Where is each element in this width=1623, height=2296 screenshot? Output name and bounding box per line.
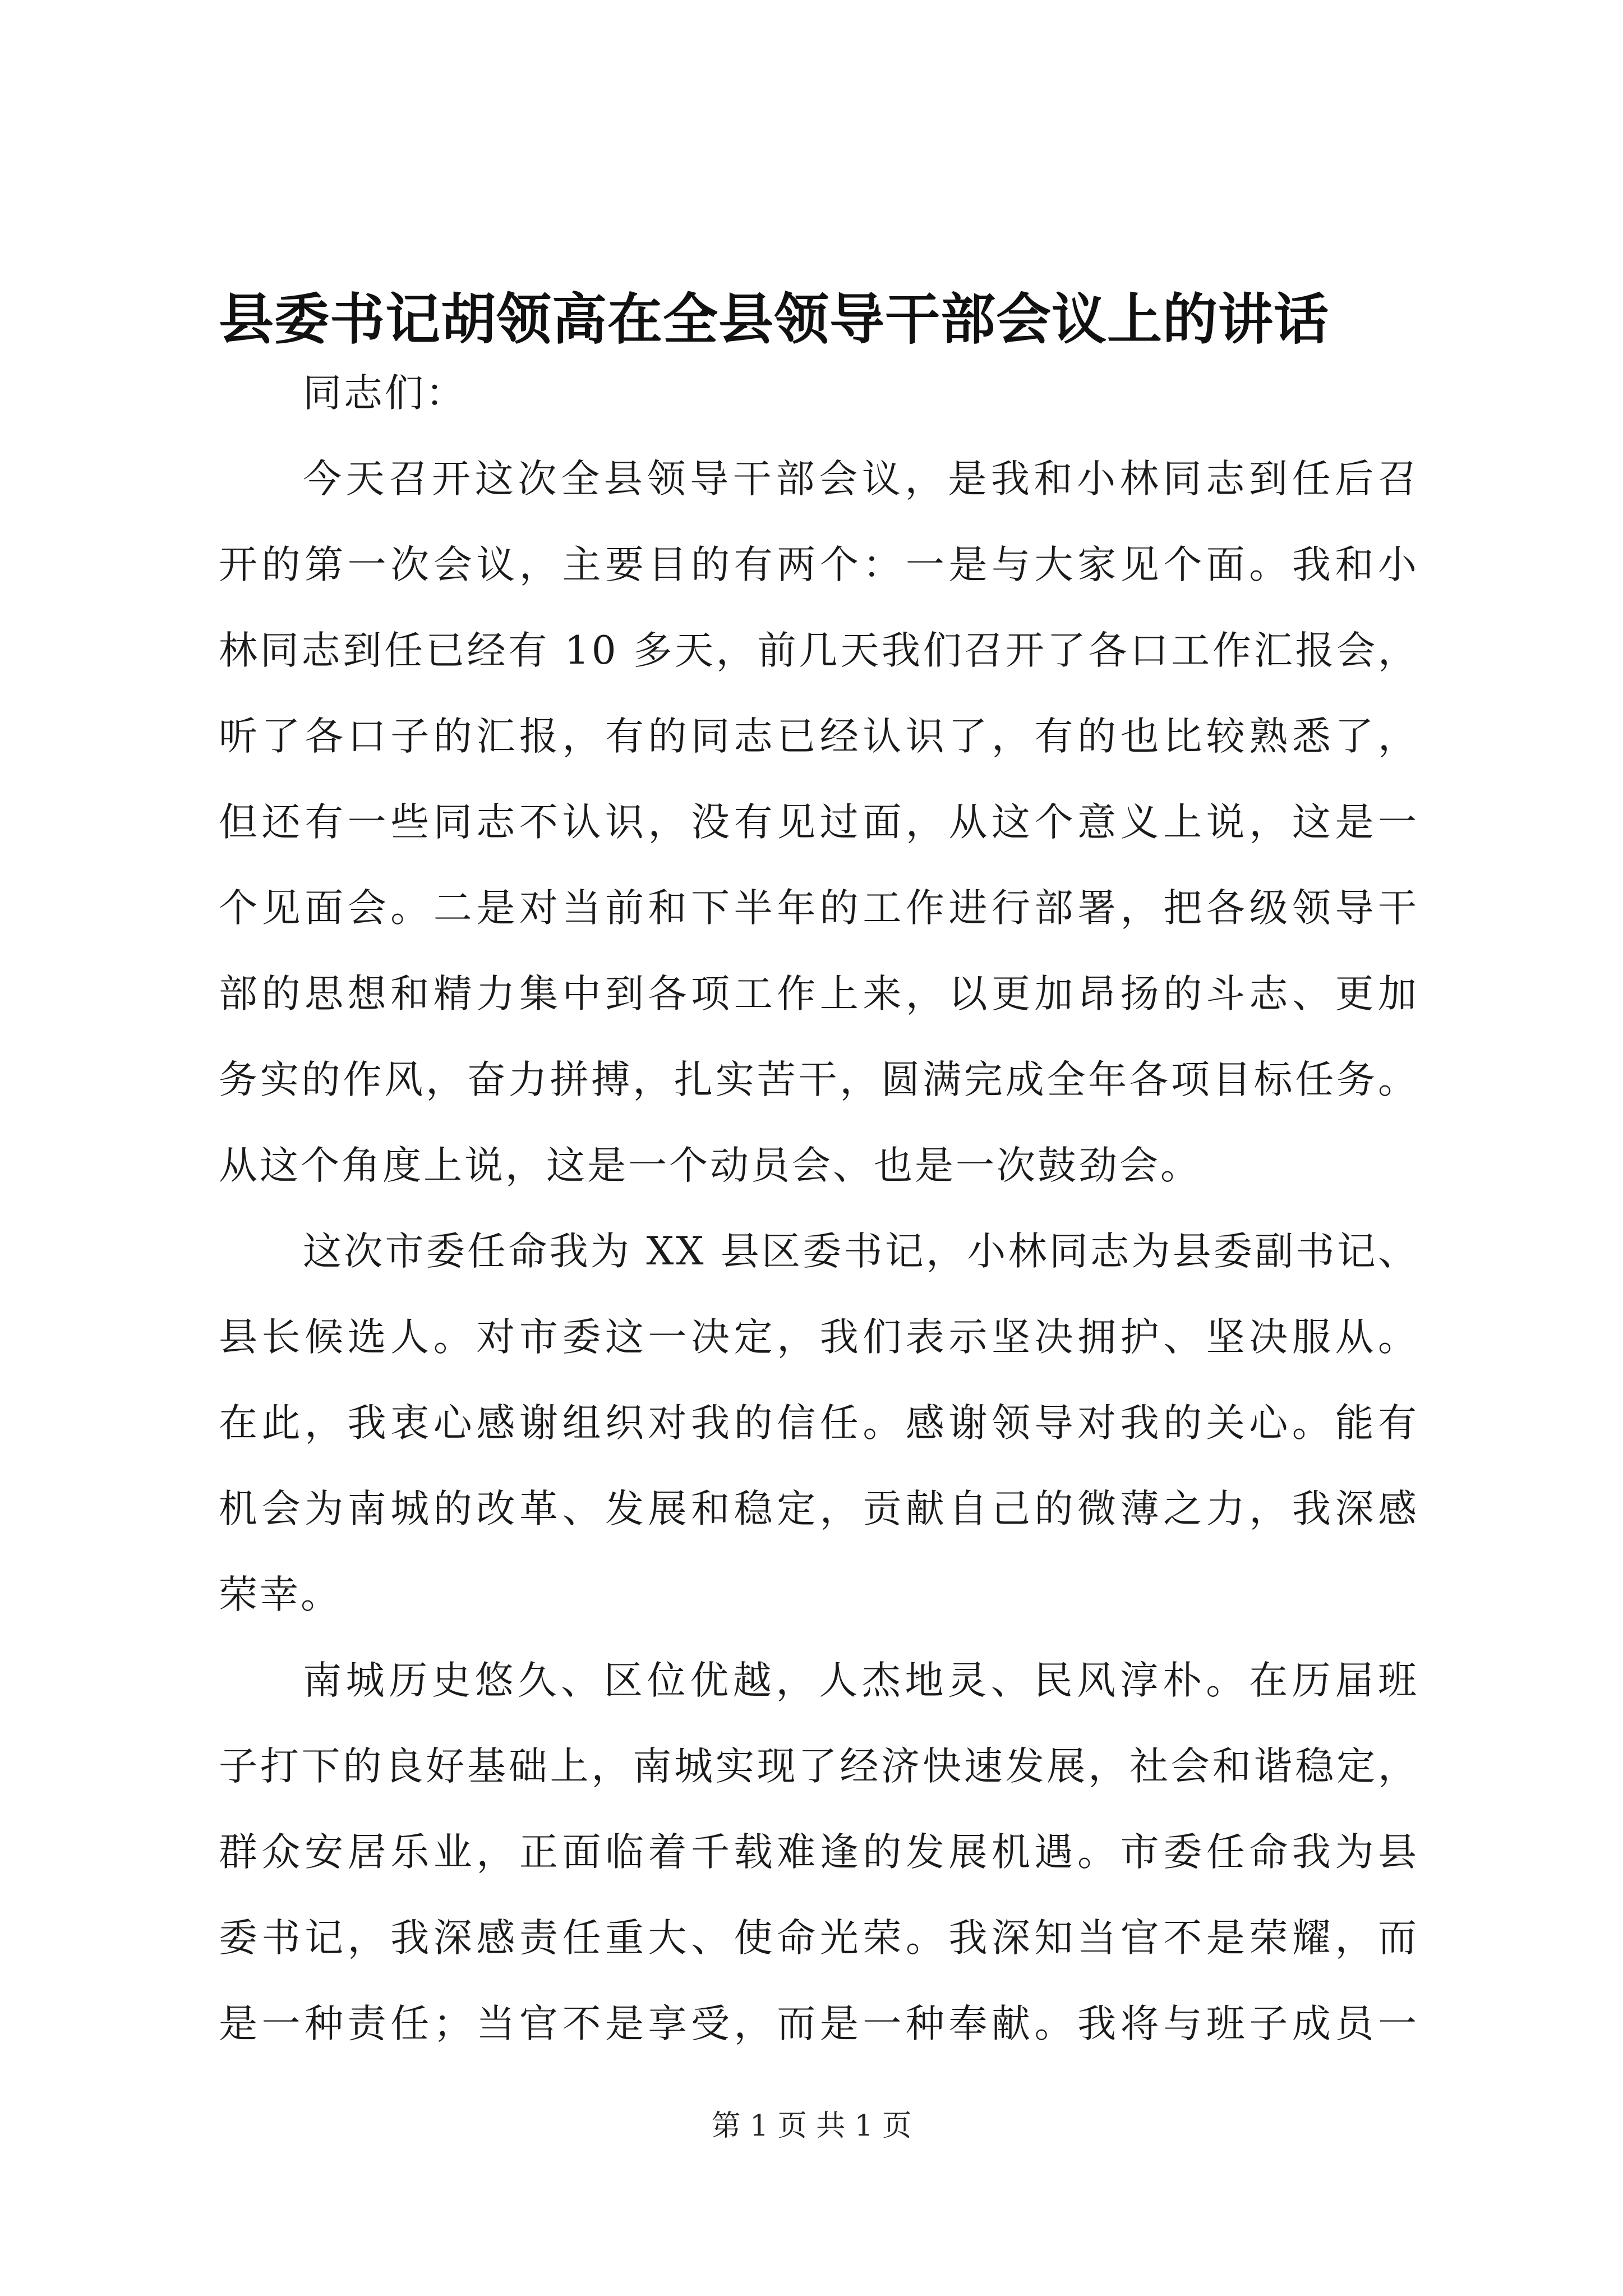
body-line: 荣幸。 (219, 1572, 342, 1617)
body-line: 是一种责任；当官不是享受，而是一种奉献。我将与班子成员一 (219, 2001, 1419, 2046)
salutation-line: 同志们： (303, 371, 467, 416)
document-title: 县委书记胡领高在全县领导干部会议上的讲话 (219, 287, 1330, 352)
body-line: 机会为南城的改革、发展和稳定，贡献自己的微薄之力，我深感 (219, 1487, 1419, 1531)
body-line: 林同志到任已经有 10 多天，前几天我们召开了各口工作汇报会， (219, 628, 1419, 673)
body-line: 今天召开这次全县领导干部会议，是我和小林同志到任后召 (303, 457, 1419, 501)
document-body (219, 351, 1419, 2067)
body-line: 从这个角度上说，这是一个动员会、也是一次鼓劲会。 (219, 1143, 1201, 1188)
body-line: 开的第一次会议，主要目的有两个：一是与大家见个面。我和小 (219, 542, 1419, 587)
body-line: 在此，我衷心感谢组织对我的信任。感谢领导对我的关心。能有 (219, 1401, 1419, 1446)
page-number-footer: 第 1 页 共 1 页 (711, 2109, 912, 2143)
body-line: 南城历史悠久、区位优越，人杰地灵、民风淳朴。在历届班 (303, 1658, 1419, 1703)
body-line: 个见面会。二是对当前和下半年的工作进行部署，把各级领导干 (219, 886, 1419, 931)
body-line: 这次市委任命我为 XX 县区委书记，小林同志为县委副书记、 (303, 1229, 1419, 1274)
body-line: 子打下的良好基础上，南城实现了经济快速发展，社会和谐稳定， (219, 1744, 1419, 1789)
body-line: 委书记，我深感责任重大、使命光荣。我深知当官不是荣耀，而 (219, 1916, 1419, 1961)
body-line: 务实的作风，奋力拼搏，扎实苦干，圆满完成全年各项目标任务。 (219, 1057, 1419, 1102)
body-line: 部的思想和精力集中到各项工作上来，以更加昂扬的斗志、更加 (219, 972, 1419, 1016)
body-line: 县长候选人。对市委这一决定，我们表示坚决拥护、坚决服从。 (219, 1315, 1419, 1360)
body-line: 但还有一些同志不认识，没有见过面，从这个意义上说，这是一 (219, 800, 1419, 845)
body-line: 群众安居乐业，正面临着千载难逢的发展机遇。市委任命我为县 (219, 1830, 1419, 1875)
body-line: 听了各口子的汇报，有的同志已经认识了，有的也比较熟悉了， (219, 714, 1419, 759)
